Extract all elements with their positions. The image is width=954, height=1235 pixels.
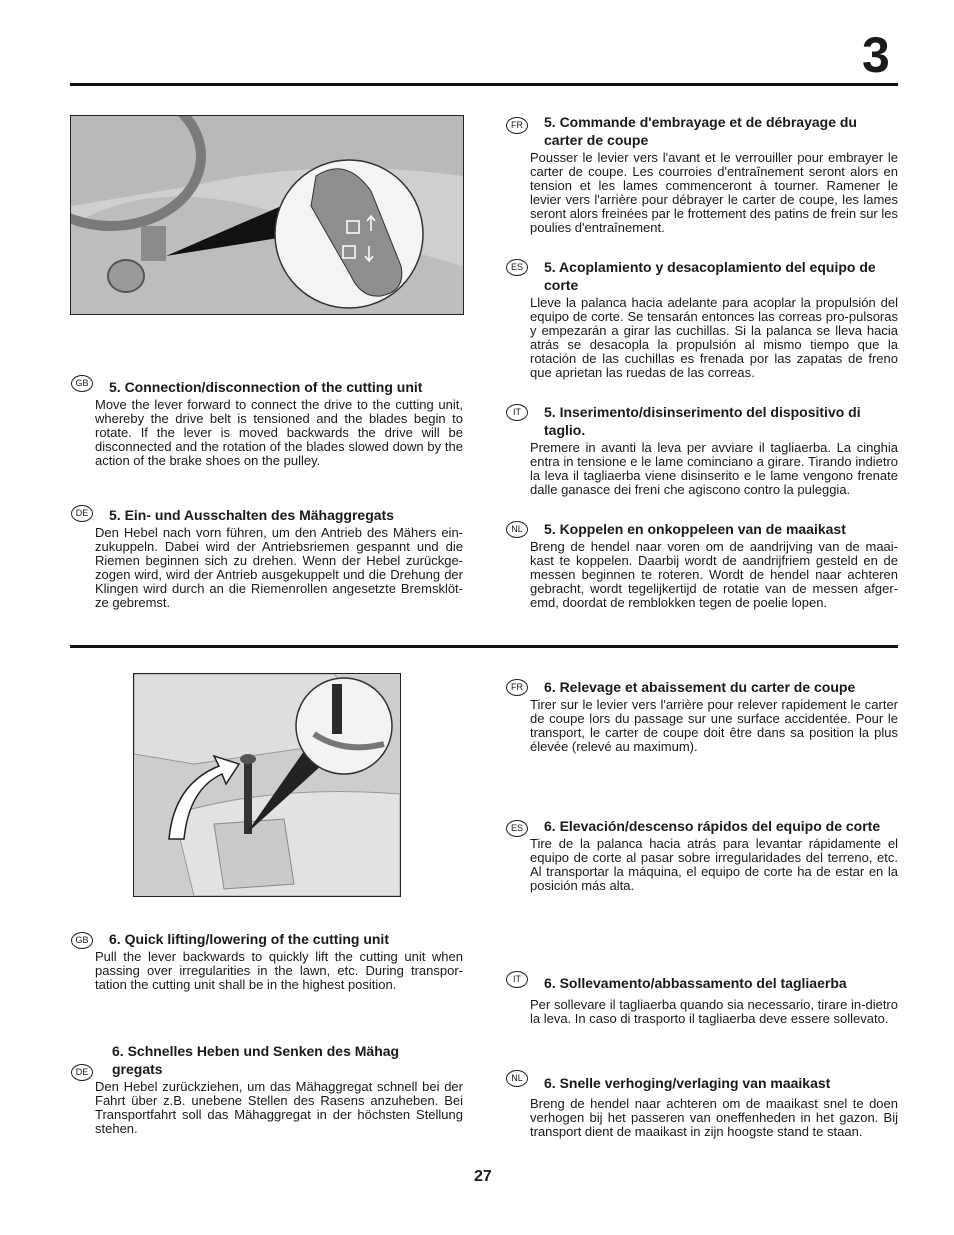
page-number: 27 <box>474 1168 492 1185</box>
section-text: Per sollevare il tagliaerba quando sia necessario, tirare in-dietro la leva. In caso di trasporto il tagliaerba deve essere sollevato. <box>530 997 898 1026</box>
lang-badge-gb: GB <box>71 375 93 392</box>
section-text: Pousser le levier vers l'avant et le verrouiller pour embrayer le carter de coupe. Les courroies d'entraînement seront alors en tension et les lames commenceront à tourner. Ramener le levier vers l'arrière pour débrayer le carter de coupe, les lames seront alors freinées par le frottement des patins de frein sur les poulies d'entraînement. <box>530 150 898 235</box>
lang-badge-it: IT <box>506 404 528 421</box>
section-6-it <box>513 974 898 1026</box>
lever-lift-illustration <box>133 673 401 897</box>
lang-badge-es: ES <box>506 820 528 837</box>
section-6-es <box>510 817 898 893</box>
section-heading: 5. Connection/disconnection of the cutting unit <box>109 379 423 395</box>
section-5-es <box>510 258 898 380</box>
section-text: Lleve la palanca hacia adelante para acoplar la propulsión del equipo de corte. Se tensarán entonces las correas pro-pulsoras y empezarán a girar las cuchillas. Si la palanca se lleva hacia atrás se desacopla la propulsión al mismo tiempo que la rotación de las cuchillas es frenada por las zapatas de freno que aprietan las ruedas de las correas. <box>530 295 898 380</box>
section-heading: 5. Inserimento/disinserimento del dispositivo di taglio. <box>544 404 861 438</box>
section-5-it <box>513 403 898 497</box>
section-5-gb <box>75 378 463 468</box>
section-6-de <box>75 1042 463 1136</box>
lang-badge-it: IT <box>506 971 528 988</box>
section-heading: 5. Commande d'embrayage et de débrayage du carter de coupe <box>544 114 857 148</box>
lang-badge-nl: NL <box>506 521 528 538</box>
lang-badge-gb: GB <box>71 932 93 949</box>
section-heading: 5. Acoplamiento y desacoplamiento del equipo de corte <box>544 259 876 293</box>
section-text: Breng de hendel naar achteren om de maaikast snel te doen verhogen bij het passeren van oneffenheden in het gazon. Bij transport dient de maaikast in zijn hoogste stand te staan. <box>530 1096 898 1139</box>
section-heading: 6. Schnelles Heben und Senken des Mähag gregats <box>112 1043 400 1077</box>
section-5-nl <box>511 520 898 610</box>
section-text: Tirer sur le levier vers l'arrière pour relever rapidement le carter de coupe lors du passage sur une surface accidentée. Pour le transport, le carter de coupe doit être dans sa position la plus élevée (relevé au maximum). <box>530 697 898 754</box>
top-divider <box>70 83 898 86</box>
section-heading: 6. Quick lifting/lowering of the cutting unit <box>109 931 389 947</box>
section-text: Pull the lever backwards to quickly lift the cutting unit when passing over irregularities in the lawn, etc. During transpor-tation the cutting unit shall be in the highest position. <box>95 949 463 992</box>
lang-badge-de: DE <box>71 1064 93 1081</box>
section-heading: 6. Sollevamento/abbassamento del tagliaerba <box>544 975 847 991</box>
lang-badge-nl: NL <box>506 1070 528 1087</box>
section-6-nl <box>511 1073 898 1139</box>
section-text: Den Hebel zurückziehen, um das Mähaggregat schnell bei der Fahrt über z.B. unebene Stellen des Rasens anzuheben. Bei Transportfahrt soll das Mähaggregat in der höchsten Stellung stehen. <box>95 1079 463 1136</box>
lang-badge-fr: FR <box>506 679 528 696</box>
section-text: Tire de la palanca hacia atrás para levantar rápidamente el equipo de corte al pasar sobre irregularidades del terreno, etc. Al transportar la máquina, el equipo de corte ha de estar en la posición más alta. <box>530 836 898 893</box>
section-heading: 5. Ein- und Ausschalten des Mähaggregats <box>109 507 394 523</box>
section-text: Move the lever forward to connect the drive to the cutting unit, whereby the drive belt is tensioned and the blades begin to rotate. If the lever is moved backwards the drive will be disconnected and the rotation of the blades slowed down by the action of the brake shoes on the pulley. <box>95 397 463 468</box>
middle-divider <box>70 645 898 648</box>
section-heading: 6. Relevage et abaissement du carter de coupe <box>544 679 856 695</box>
chapter-number: 3 <box>862 27 890 83</box>
section-text: Den Hebel nach vorn führen, um den Antrieb des Mähers ein-zukuppeln. Dabei wird der Antriebsriemen gespannt und die Riemen beginnen sich zu drehen. Wenn der Hebel zurückge-zogen wird, wird der Antrieb ausgekuppelt und die Drehung der Klingen wird durch an die Riemenrollen angesetzte Bremsklöt-ze gebremst. <box>95 525 463 610</box>
section-heading: 6. Snelle verhoging/verlaging van maaikast <box>544 1075 831 1091</box>
section-5-de <box>75 506 463 610</box>
lang-badge-es: ES <box>506 259 528 276</box>
lang-badge-fr: FR <box>506 117 528 134</box>
lever-engage-illustration <box>70 115 464 315</box>
lang-badge-de: DE <box>71 505 93 522</box>
section-heading: 5. Koppelen en onkoppeleen van de maaikast <box>544 521 846 537</box>
section-5-fr <box>511 113 898 235</box>
section-text: Breng de hendel naar voren om de aandrijving van de maai-kast te koppelen. Daarbij wordt de aandrijfriem gesteld en de messen beginnen te roteren. Wordt de hendel naar achteren gebracht, wordt tegelijkertijd de rotatie van de messen afger-emd, doordat de remblokken tegen de poelie lopen. <box>530 539 898 610</box>
section-6-gb <box>75 930 463 992</box>
section-text: Premere in avanti la leva per avviare il tagliaerba. La cinghia entra in tensione e le lame cominciano a girare. Tirando indietro la leva il tagliaerba viene disinserito e le lame vengono frenate dalle ganasce dei freni che agiscono contro la puleggia. <box>530 440 898 497</box>
section-6-fr <box>511 678 898 754</box>
section-heading: 6. Elevación/descenso rápidos del equipo de corte <box>544 818 881 834</box>
